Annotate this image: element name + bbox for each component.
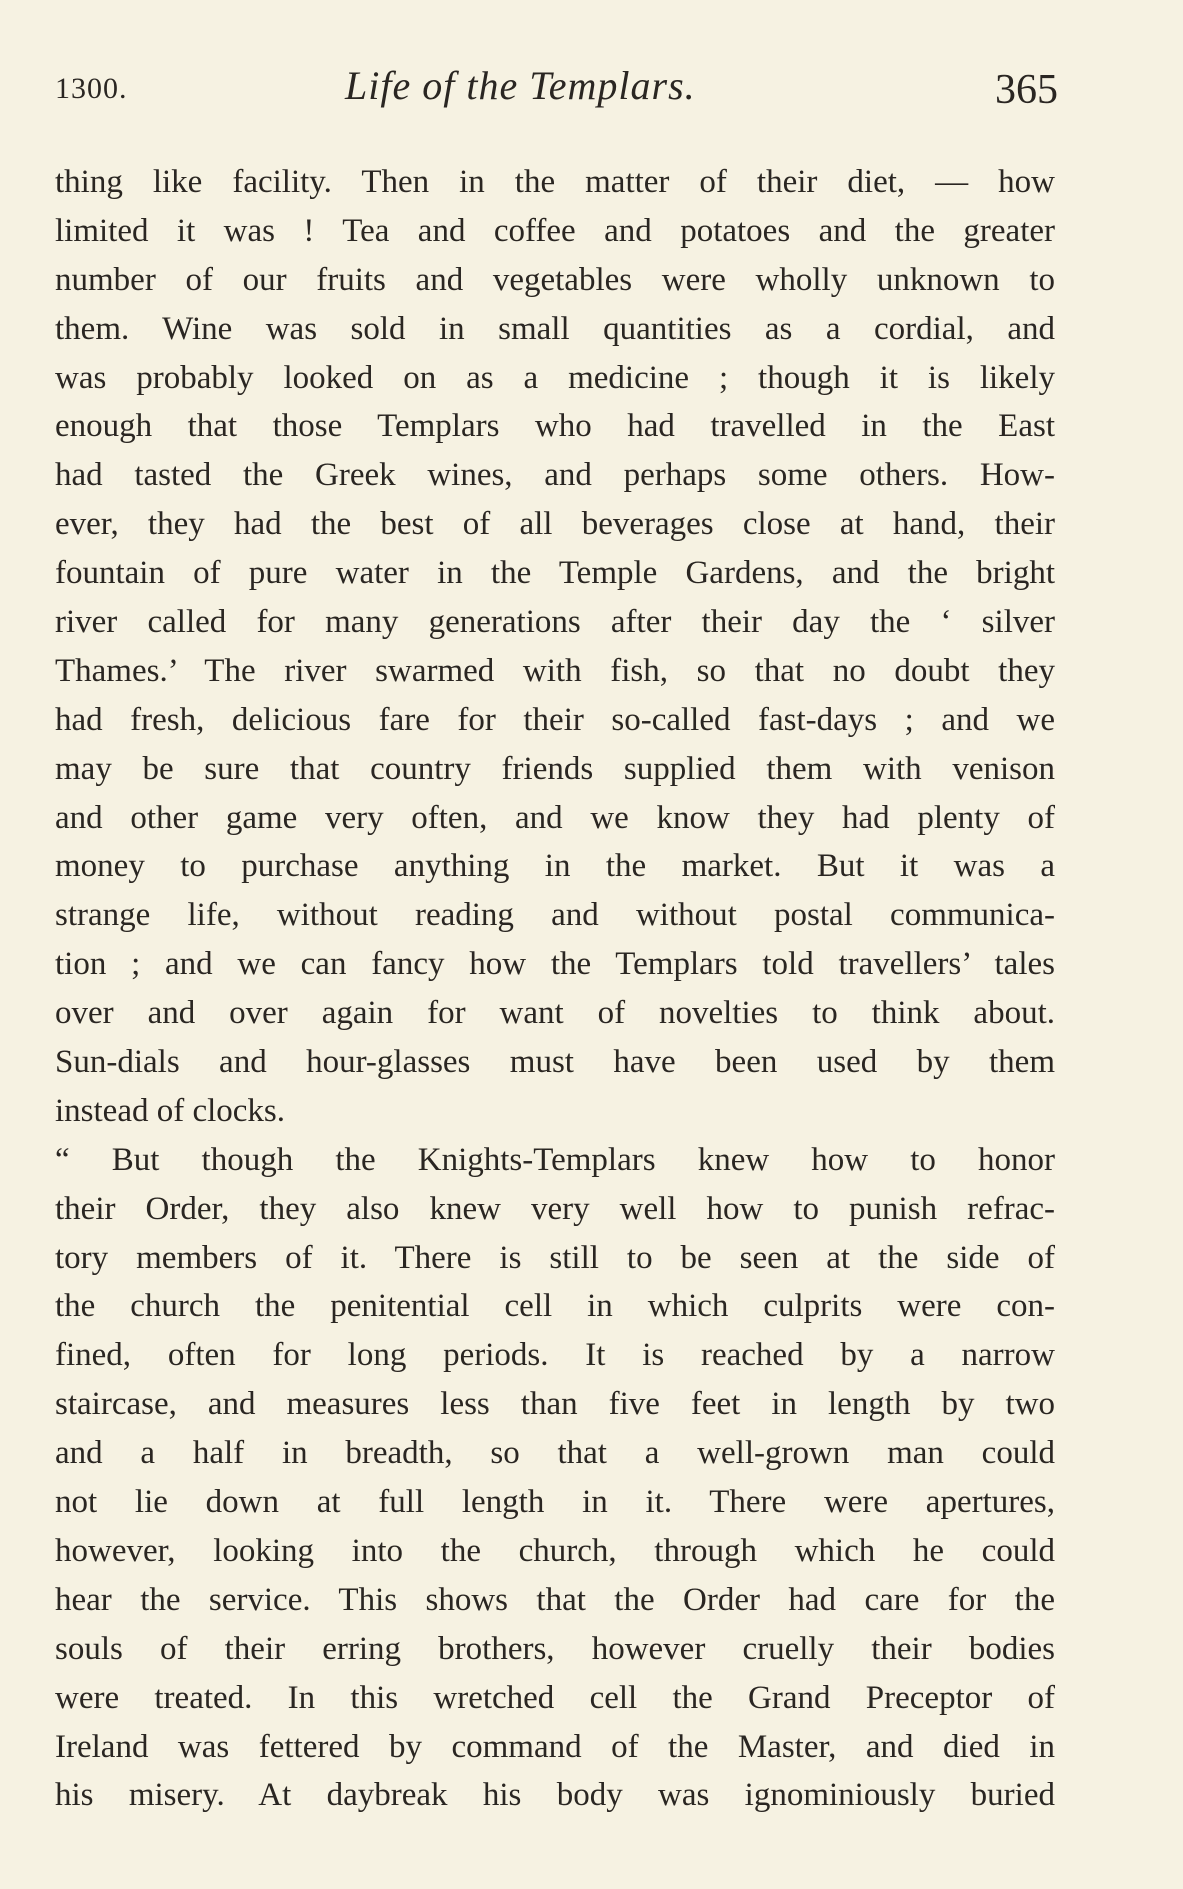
text-line: however, looking into the church, through which he could xyxy=(55,1532,1055,1569)
text-line: ever, they had the best of all beverages close at hand, their xyxy=(55,506,1055,543)
text-line: Sun-dials and hour-glasses must have been used by them xyxy=(55,1044,1055,1081)
text-line: fountain of pure water in the Temple Gardens, and the bright xyxy=(55,555,1055,592)
text-line: tory members of it. There is still to be seen at the side of xyxy=(55,1239,1055,1276)
text-line: had tasted the Greek wines, and perhaps some others. How- xyxy=(55,457,1055,494)
text-line: Thames.’ The river swarmed with fish, so that no doubt they xyxy=(55,652,1055,689)
text-line: not lie down at full length in it. There were apertures, xyxy=(55,1484,1055,1521)
text-line: instead of clocks. xyxy=(55,1092,286,1129)
text-line: “ But though the Knights-Templars knew how to honor xyxy=(55,1141,1055,1178)
text-line: souls of their erring brothers, however cruelly their bodies xyxy=(55,1630,1055,1667)
text-line: was probably looked on as a medicine ; though it is likely xyxy=(55,359,1055,396)
running-head-title: Life of the Templars. xyxy=(345,63,696,108)
body-text xyxy=(55,158,1055,1820)
running-head xyxy=(55,62,1058,122)
running-head-year: 1300. xyxy=(55,72,128,105)
text-line: fined, often for long periods. It is reached by a narrow xyxy=(55,1337,1055,1374)
text-line: thing like facility. Then in the matter of their diet, — how xyxy=(55,164,1055,200)
text-line: had fresh, delicious fare for their so-called fast-days ; and we xyxy=(55,701,1055,738)
text-line: tion ; and we can fancy how the Templars told travellers’ tales xyxy=(55,946,1055,983)
text-line: their Order, they also knew very well how to punish refrac- xyxy=(55,1190,1055,1227)
text-line: strange life, without reading and without postal communica- xyxy=(55,897,1055,934)
text-line: over and over again for want of novelties to think about. xyxy=(55,995,1055,1032)
text-line: his misery. At daybreak his body was ignominiously buried xyxy=(55,1777,1055,1814)
text-line: may be sure that country friends supplied them with venison xyxy=(55,750,1055,787)
text-line: Ireland was fettered by command of the Master, and died in xyxy=(55,1728,1055,1765)
text-line: enough that those Templars who had travelled in the East xyxy=(55,408,1055,445)
text-line: the church the penitential cell in which culprits were con- xyxy=(55,1288,1055,1325)
text-line: hear the service. This shows that the Order had care for the xyxy=(55,1581,1055,1618)
text-line: and a half in breadth, so that a well-grown man could xyxy=(55,1435,1055,1472)
text-line: number of our fruits and vegetables were wholly unknown to xyxy=(55,261,1055,298)
text-line: and other game very often, and we know they had plenty of xyxy=(55,799,1055,836)
text-line: staircase, and measures less than five feet in length by two xyxy=(55,1386,1055,1423)
page-number: 365 xyxy=(995,67,1058,113)
text-line: money to purchase anything in the market. But it was a xyxy=(55,848,1055,885)
text-line: were treated. In this wretched cell the Grand Preceptor of xyxy=(55,1679,1055,1716)
text-line: limited it was ! Tea and coffee and potatoes and the greater xyxy=(55,212,1055,249)
text-line: river called for many generations after their day the ‘ silver xyxy=(55,604,1055,641)
text-line: them. Wine was sold in small quantities as a cordial, and xyxy=(55,310,1055,347)
